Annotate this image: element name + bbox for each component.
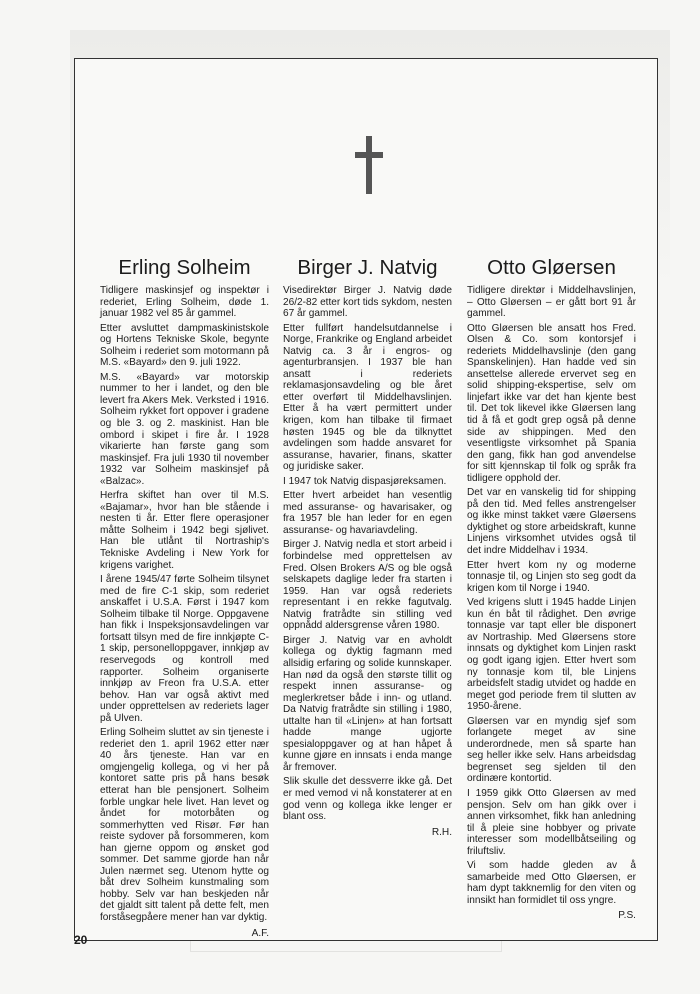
paragraph: Etter avsluttet dampmaskinistskole og Hortens Tekniske Skole, begynte Solheim i rederiet som motormann på M.S. «Bayard» den 9. juli 1922.: [100, 322, 269, 369]
paragraph: Slik skulle det dessverre ikke gå. Det er med vemod vi nå konstaterer at en god venn og kollega ikke lenger er blant oss.: [283, 776, 452, 823]
paragraph: Birger J. Natvig nedla et stort arbeid i forbindelse med opprettelsen av Fred. Olsen Brokers A/S og ble også selskapets daglige leder fra starten i 1959. Han var også rederiets representant i en rekke fagutvalg. Natvig fratrådte sin stilling ved oppnådd aldersgrense våren 1980.: [283, 539, 452, 632]
obituary-name: Birger J. Natvig: [297, 256, 438, 279]
paragraph: Visedirektør Birger J. Natvig døde 26/2-82 etter kort tids sykdom, nesten 67 år gammel.: [283, 285, 452, 320]
paragraph: Etter hvert arbeidet han vesentlig med assuranse- og havarisaker, og fra 1957 ble han leder for en egen assuranse- og havariavdeling.: [283, 490, 452, 536]
paragraph: Ved krigens slutt i 1945 hadde Linjen kun én båt til rådighet. Den øvrige tonnasje var tapt eller ble disponert av Nortraship. Med Gløersens store innsats og dyktighet kom Linjen raskt og godt igang igjen. Etter hvert som ny tonnasje kom til, ble Linjens arbeidsfelt stadig utvidet og hadde en meget god periode frem til slutten av 1950-årene.: [467, 597, 636, 713]
paragraph: I årene 1945/47 førte Solheim tilsynet med de fire C-1 skip, som rederiet anskaffet i U.S.A. Først i 1947 kom Solheim tilbake til Norge. Oppgavene han fikk i Inspeksjonsavdelingen var fortsatt tilsyn med de fire innkjøpte C-1 skip, personelloppgaver, innkjøp av reservegods og kontroll med rapporter. Solheim organiserte innkjøp av Freon fra U.S.A. etter behov. Han var også aktivt med under opprettelsen av rederiets lager på Ulven.: [100, 574, 269, 724]
paragraph: Etter hvert kom ny og moderne tonnasje til, og Linjen sto seg godt da krigen kom til Norge i 1940.: [467, 559, 636, 594]
signature: R.H.: [431, 826, 452, 838]
paragraph: Erling Solheim sluttet av sin tjeneste i rederiet den 1. april 1962 etter nær 40 års tjeneste. Han var en omgjengelig kollega, og vi her på kontoret satte pris på hans besøk etterat han ble pensjonert. Solheim forble ungkar hele livet. Han levet og åndet for motorbåten og sommerhytten ved Risør. Før han reiste sydover på forsommeren, kom han gjerne oppom og ønsket god sommer. Det samme gjorde han når Julen nærmet seg. Utenom hytte og båt drev Solheim kunstmaling som hobby. Selv var han beskjeden når det gjaldt sitt talent på dette felt, men forståsegpåere mener han var dyktig.: [100, 727, 269, 923]
obituary-column-gloersen: [467, 256, 636, 922]
paragraph: I 1959 gikk Otto Gløersen av med pensjon. Selv om han gikk over i annen virksomhet, fikk han anledning til å pleie sine hobbyer og private interesser som modellbåtseiling og friluftsliv.: [467, 787, 636, 857]
paragraph: Herfra skiftet han over til M.S. «Bajamar», hvor han ble stående i nesten ti år. Etter flere operasjoner måtte Solheim i 1942 begi sjølivet. Han ble utlånt til Nortraship's Tekniske Avdeling i New York for krigens varighet.: [100, 490, 269, 571]
paragraph: Birger J. Natvig var en avholdt kollega og dyktig fagmann med allsidig erfaring og solide kunnskaper. Han nød da også den største tillit og respekt innen assuranse- og meglerkretser både i inn- og utland. Da Natvig fratrådte sin stilling i 1980, uttalte han til «Linjen» at han fortsatt hadde mange ugjorte spesialoppgaver og at han håpet å kunne gjøre en innsats i enda mange år fremover.: [283, 634, 452, 773]
paragraph: Tidligere maskinsjef og inspektør i rederiet, Erling Solheim, døde 1. januar 1982 vel 85 år gammel.: [100, 285, 269, 320]
signature: P.S.: [618, 910, 636, 922]
obituary-name: Otto Gløersen: [487, 256, 616, 279]
paragraph: Tidligere direktør i Middelhavslinjen, – Otto Gløersen – er gått bort 91 år gammel.: [467, 285, 636, 320]
paragraph: Otto Gløersen ble ansatt hos Fred. Olsen & Co. som kontorsjef i rederiets Middelhavslinje (den gang Spanskelinjen). Han hadde ved sin ansettelse allerede ervervet seg en solid shipping-ekspertise, selv om linjefart ikke var det han kjente best til. Det tok likevel ikke Gløersen lang tid å få et godt grep også på denne side av shippingen. Med den vesentligste virksomhet på Spania den gang, fikk han god anvendelse for sitt kjennskap til folk og språk fra tidligere opphold der.: [467, 322, 636, 484]
obituary-column-solheim: [100, 256, 269, 939]
paragraph: M.S. «Bayard» var motorskip nummer to her i landet, og den ble levert fra Akers Mek. Verksted i 1916. Solheim rykket fort oppover i gradene og ble 3. og 2. maskinist. Han ble ombord i skipet i fire år. I 1928 vikarierte han første gang som maskinsjef. Fra juli 1930 til november 1932 var Solheim maskinsjef på «Balzac».: [100, 371, 269, 487]
paragraph: I 1947 tok Natvig dispasjøreksamen.: [283, 475, 447, 487]
paragraph: Etter fullført handelsutdannelse i Norge, Frankrike og England arbeidet Natvig ca. 3 år i engros- og agenturbransjen. I 1937 ble han ansatt i rederiets reklamasjonsavdeling og ble året etter overført til Middelhavslinjen. Etter å ha vært permittert under krigen, kom han tilbake til firmaet høsten 1945 og ble da tilknyttet avdelingen som hadde ansvaret for assuranse, havarier, finans, skatter og juridiske saker.: [283, 322, 452, 473]
paragraph: Vi som hadde gleden av å samarbeide med Otto Gløersen, er ham dypt takknemlig for den viten og innsikt han formidlet til oss yngre.: [467, 860, 636, 906]
obituary-column-natvig: [283, 256, 452, 838]
cross-icon: [355, 136, 383, 194]
paragraph: Det var en vanskelig tid for shipping på den tid. Med felles anstrengelser og ikke minst takket være Gløersens dyktighet og store arbeidskraft, kunne Linjens virksomhet utvides også til det indre Middelhav i 1934.: [467, 487, 636, 557]
obituary-name: Erling Solheim: [118, 256, 251, 279]
signature: A.F.: [251, 927, 269, 939]
paragraph: Gløersen var en myndig sjef som forlangete meget av sine underordnede, men så sparte han seg heller ikke selv. Hans arbeidsdag begrenset seg sjelden til den ordinære kontortid.: [467, 715, 636, 785]
page-number: 20: [74, 933, 88, 947]
